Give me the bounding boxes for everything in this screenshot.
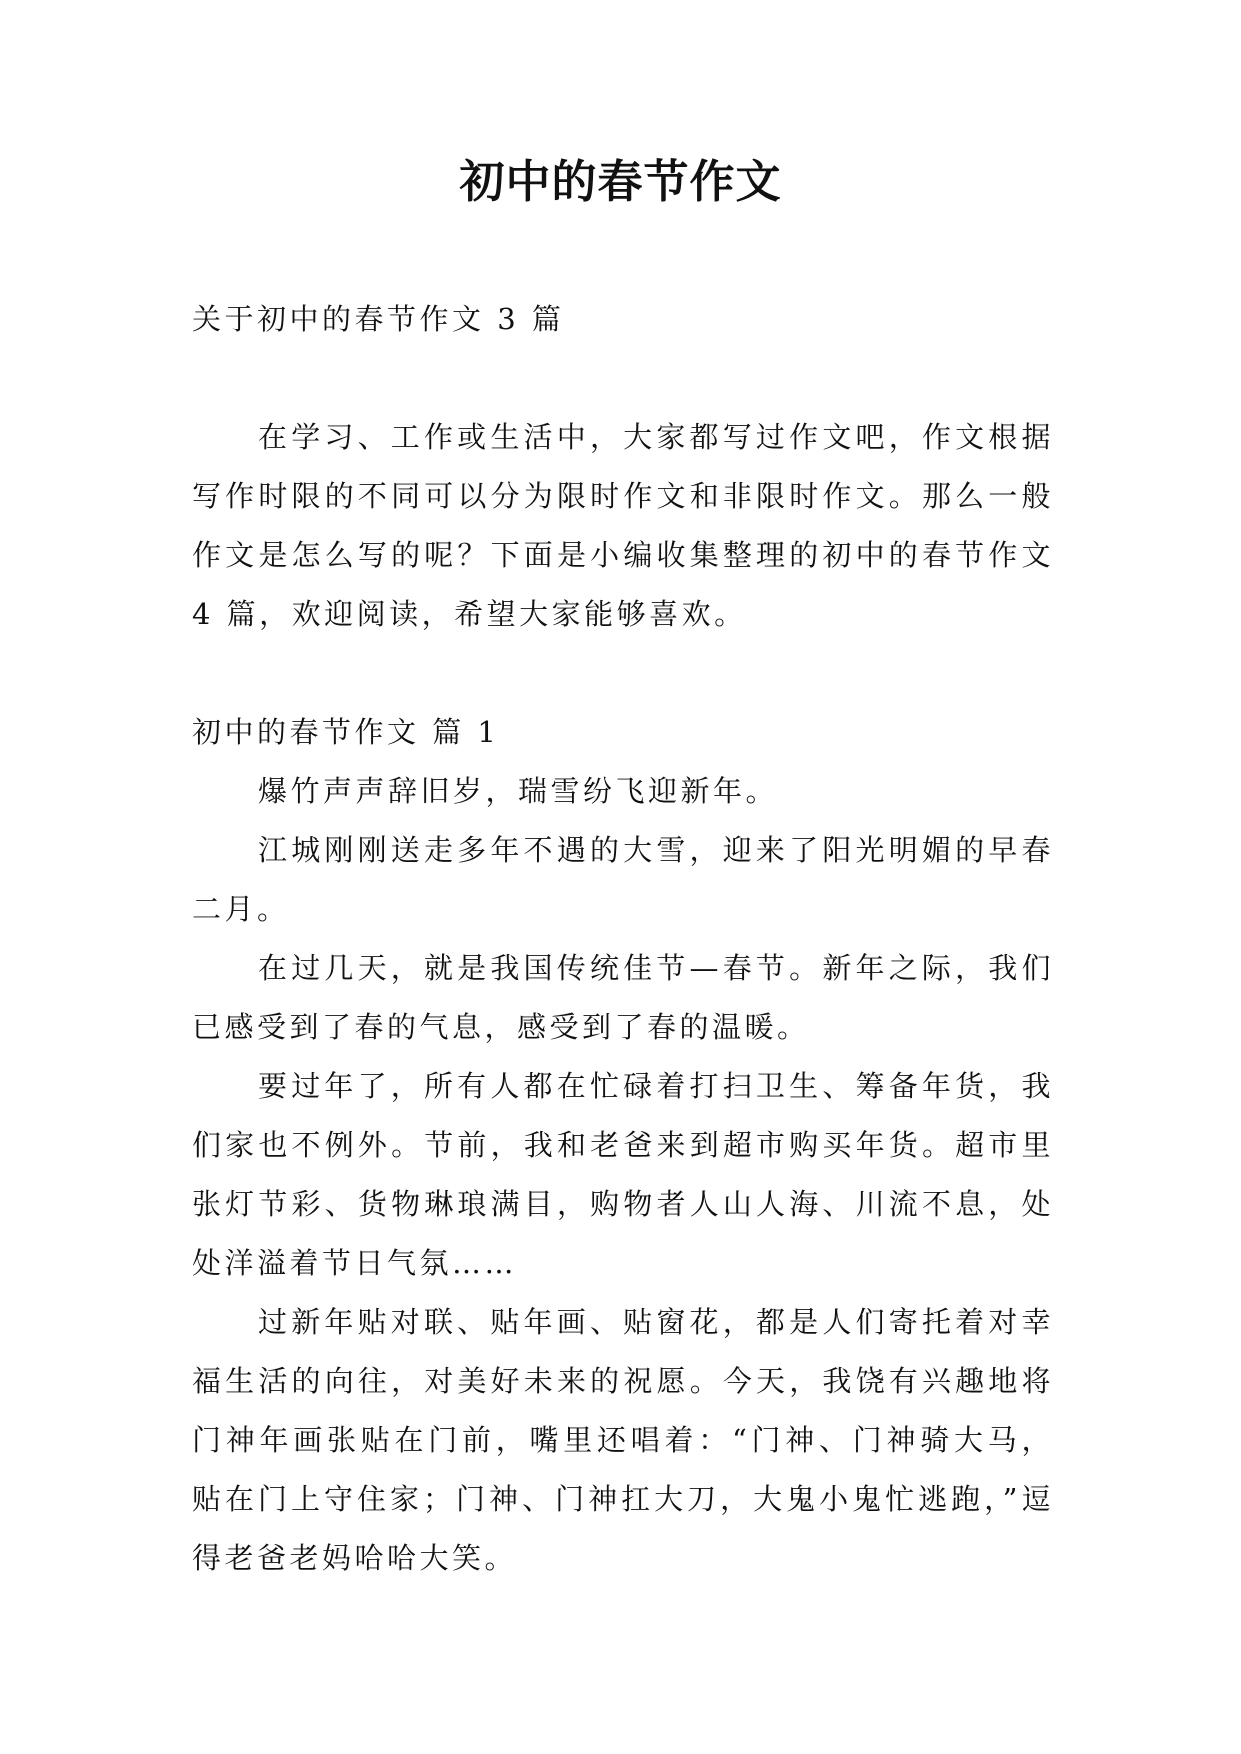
body-paragraph: 要过年了，所有人都在忙碌着打扫卫生、筹备年货，我们家也不例外。节前，我和老爸来到超市购买年货。超市里张灯节彩、货物琳琅满目，购物者人山人海、川流不息，处处洋溢着节日气氛…… xyxy=(192,1069,1054,1280)
intro-paragraph: 在学习、工作或生活中，大家都写过作文吧，作文根据写作时限的不同可以分为限时作文和非限时作文。那么一般作文是怎么写的呢？下面是小编收集整理的初中的春节作文 4 篇，欢迎阅读，希望大家能够喜欢。 xyxy=(192,420,1054,631)
section-heading-1: 初中的春节作文 篇 1 xyxy=(192,715,500,749)
document-body xyxy=(192,290,1054,1588)
body-paragraph: 江城刚刚送走多年不遇的大雪，迎来了阳光明媚的早春二月。 xyxy=(192,833,1054,926)
body-paragraph: 过新年贴对联、贴年画、贴窗花，都是人们寄托着对幸福生活的向往，对美好未来的祝愿。今天，我饶有兴趣地将门神年画张贴在门前，嘴里还唱着：“门神、门神骑大马，贴在门上守住家；门神、门神扛大刀，大鬼小鬼忙逃跑，”逗得老爸老妈哈哈大笑。 xyxy=(192,1305,1054,1575)
body-paragraph: 在过几天，就是我国传统佳节—春节。新年之际，我们已感受到了春的气息，感受到了春的温暖。 xyxy=(192,951,1054,1044)
document-subtitle: 关于初中的春节作文 3 篇 xyxy=(192,302,565,336)
page-title: 初中的春节作文 xyxy=(459,155,782,208)
body-paragraph: 爆竹声声辞旧岁，瑞雪纷飞迎新年。 xyxy=(258,774,779,808)
